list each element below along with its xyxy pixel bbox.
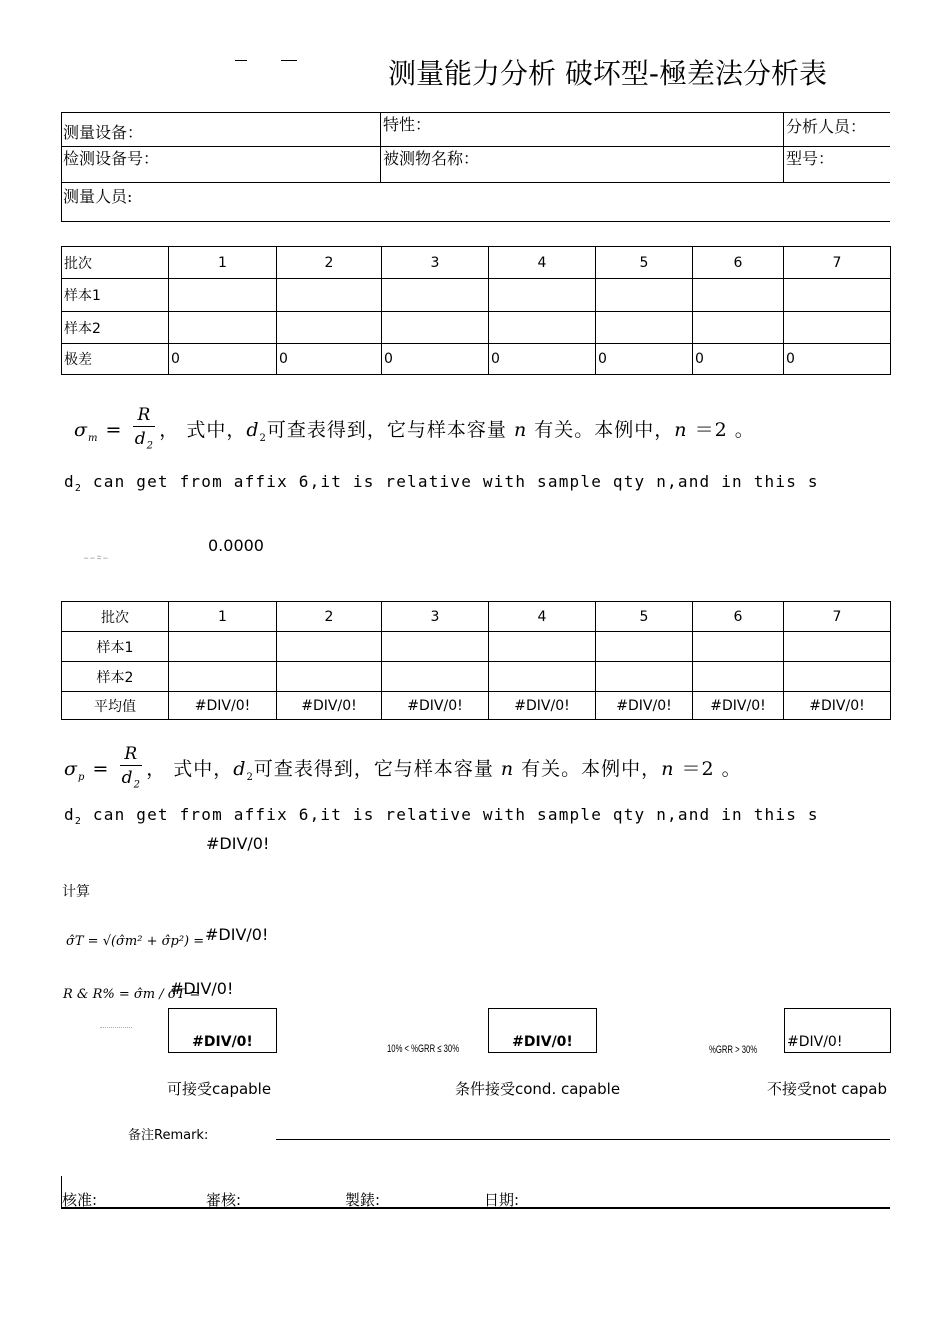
sample1-cell[interactable] [784,279,891,312]
signature-bottom-border [61,1207,890,1209]
row-label-batch: 批次 [62,602,169,632]
row-label-sample1: 样本1 [62,632,169,662]
title-dash-1 [235,60,247,61]
average-value: #DIV/0! [489,692,596,720]
rr-formula: R & R% = σ̂m / σ̂T = [63,987,201,1002]
remark-field[interactable] [276,1139,890,1140]
review-label: 審核: [206,1191,242,1209]
sample2-cell[interactable] [169,312,277,344]
remark-label: 备注Remark: [128,1128,209,1143]
sample2-cell[interactable] [784,662,891,692]
col-header: 7 [784,602,891,632]
sample2-cell[interactable] [693,662,784,692]
average-value: #DIV/0! [382,692,489,720]
faint-dotted-line [100,1027,132,1028]
date-label: 日期: [484,1191,520,1209]
sample2-cell[interactable] [489,312,596,344]
cond-capable-label: 条件接受cond. capable [455,1080,621,1098]
sample1-cell[interactable] [382,279,489,312]
col-header: 5 [596,602,693,632]
sample1-cell[interactable] [382,632,489,662]
sample2-cell[interactable] [382,662,489,692]
row-label-batch: 批次 [62,247,169,279]
sample1-cell[interactable] [693,279,784,312]
model-label: 型号： [786,149,835,168]
sample1-cell[interactable] [169,632,277,662]
average-value: #DIV/0! [693,692,784,720]
sigma-symbol: σ [64,758,78,781]
sample1-cell[interactable] [489,632,596,662]
row-label-range: 极差 [62,344,169,375]
col-header: 1 [169,602,277,632]
equipment-no-label: 检测设备号： [63,149,160,168]
col-header: 2 [277,602,382,632]
range-value: 0 [489,344,596,375]
sample1-cell[interactable] [596,279,693,312]
sigma-m-result: 0.0000 [208,536,264,555]
col-header: 7 [784,247,891,279]
col-header: 4 [489,247,596,279]
sample2-cell[interactable] [784,312,891,344]
prepare-label: 製錶: [345,1191,381,1209]
row-label-sample2: 样本2 [62,662,169,692]
sample1-cell[interactable] [277,632,382,662]
col-header: 6 [693,602,784,632]
header-info-block [61,112,890,222]
range-value: 0 [693,344,784,375]
faint-formula-mark: – – ≈ – [84,552,108,564]
characteristic-label: 特性： [383,115,432,134]
sample2-cell[interactable] [169,662,277,692]
fraction: $\frac{R}{d_2}$ [134,405,155,452]
sample1-cell[interactable] [693,632,784,662]
sample2-cell[interactable] [382,312,489,344]
col-header: 2 [277,247,382,279]
row-label-average: 平均值 [62,692,169,720]
rr-value: #DIV/0! [170,979,234,998]
page-title: 测量能力分析 破坏型-極差法分析表 [388,57,828,90]
range-table [61,246,891,375]
average-value: #DIV/0! [277,692,382,720]
sample2-cell[interactable] [596,662,693,692]
sample2-cell[interactable] [277,312,382,344]
not-capable-label: 不接受not capab [767,1080,888,1098]
sample2-cell[interactable] [693,312,784,344]
average-value: #DIV/0! [169,692,277,720]
range-value: 0 [784,344,891,375]
sample1-cell[interactable] [169,279,277,312]
formula-sigma-m: $\sigma_m$ = $\frac{R}{d_2}$ ， 式中，$d_2$可查表得到，它与样本容量 n 有关。本例中，n ＝2 。 [74,404,755,458]
fraction: $\frac{R}{d_2}$ [121,744,141,791]
object-name-label: 被测物名称： [383,149,480,168]
col-header: 3 [382,602,489,632]
sigma-t-formula: σ̂T = √(σ̂m² + σ̂p²) = [66,934,205,949]
equipment-label: 测量设备： [63,123,144,142]
col-header: 6 [693,247,784,279]
average-table [61,601,891,720]
range-value: 0 [596,344,693,375]
sample1-cell[interactable] [489,279,596,312]
row-label-sample1: 样本1 [62,279,169,312]
average-value: #DIV/0! [596,692,693,720]
title-dash-2 [281,60,297,61]
col-header: 5 [596,247,693,279]
sample1-cell[interactable] [277,279,382,312]
formula-sigma-p: $\sigma_p$ = $\frac{R}{d_2}$ ， 式中，$d_2$可查表得到，它与样本容量 n 有关。本例中，n ＝2 。 [64,743,742,797]
range-value: 0 [277,344,382,375]
col-header: 3 [382,247,489,279]
average-value: #DIV/0! [784,692,891,720]
capable-label: 可接受capable [167,1080,272,1098]
not-range-label: %GRR > 30% [709,1044,758,1056]
not-capable-value-box: #DIV/0! [784,1008,891,1053]
sigma-t-value: #DIV/0! [205,925,269,944]
sample1-cell[interactable] [784,632,891,662]
approve-label: 核准: [62,1191,98,1209]
sample2-cell[interactable] [596,312,693,344]
col-header: 1 [169,247,277,279]
cond-range-label: 10% < %GRR ≤ 30% [387,1043,460,1055]
range-value: 0 [382,344,489,375]
sample2-cell[interactable] [277,662,382,692]
col-header: 4 [489,602,596,632]
sigma-symbol: σ [74,419,88,442]
sample2-cell[interactable] [489,662,596,692]
sample1-cell[interactable] [596,632,693,662]
analyst-label: 分析人员： [786,117,867,136]
row-label-sample2: 样本2 [62,312,169,344]
sigma-p-result: #DIV/0! [206,834,270,853]
range-value: 0 [169,344,277,375]
formula1-english-note: $d_2$ can get from affix 6,it is relative with sample qty n,and in this s [64,472,819,495]
capable-value-box: #DIV/0! [168,1008,277,1053]
cond-value-box: #DIV/0! [488,1008,597,1053]
operator-label: 测量人员: [63,187,133,206]
formula2-english-note: $d_2$ can get from affix 6,it is relative with sample qty n,and in this s [64,805,819,828]
calc-label: 计算 [62,884,90,900]
